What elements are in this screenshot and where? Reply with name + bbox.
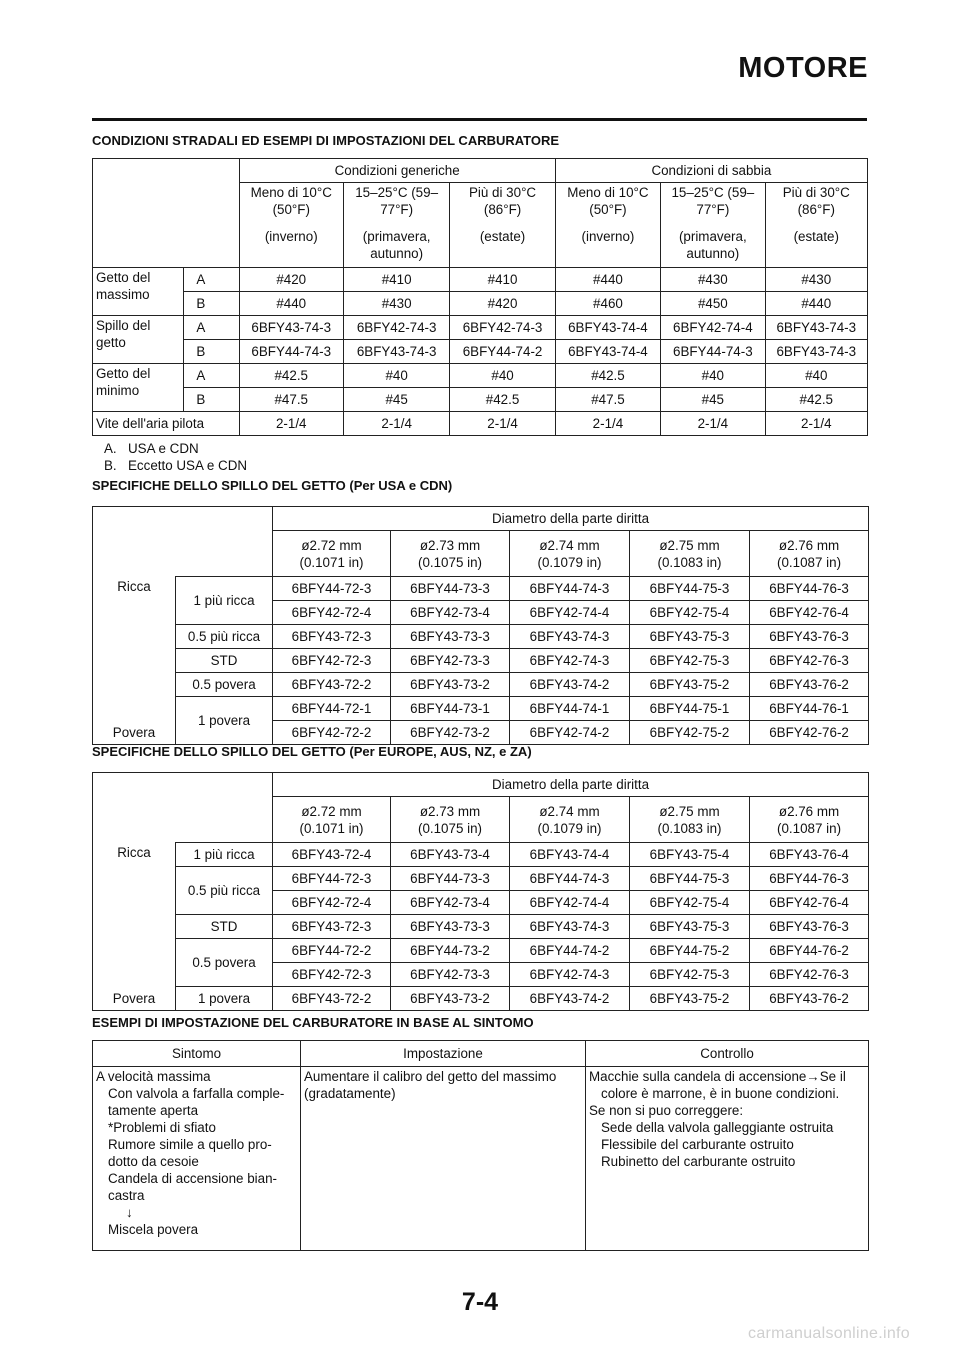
value-cell: 2-1/4 xyxy=(450,412,555,436)
needle-code: 6BFY42-72-3 xyxy=(273,649,391,673)
value-cell: 2-1/4 xyxy=(555,412,660,436)
needle-code: 6BFY43-72-3 xyxy=(273,625,391,649)
adjustment-label: 0.5 più ricca xyxy=(176,625,273,649)
needle-code: 6BFY44-74-2 xyxy=(510,939,630,963)
value-cell: 6BFY43-74-3 xyxy=(343,340,449,364)
condition-column-header xyxy=(661,183,765,268)
market-key: B xyxy=(184,388,239,412)
symptom-result: Miscela povera xyxy=(108,1222,199,1237)
condition-column-header xyxy=(343,183,449,268)
table-row xyxy=(93,340,868,364)
table-row xyxy=(93,697,869,721)
needle-code: 6BFY44-75-2 xyxy=(630,939,750,963)
condition-column-header xyxy=(450,183,555,268)
value-cell: #45 xyxy=(343,388,449,412)
row-label: Spillo del getto xyxy=(93,316,184,364)
symptom-line: Con valvola a farfalla comple- xyxy=(108,1086,285,1101)
needle-code: 6BFY43-74-4 xyxy=(510,843,630,867)
needle-code: 6BFY44-76-1 xyxy=(750,697,869,721)
season-label: (inverno) xyxy=(581,229,635,244)
needle-code: 6BFY42-74-4 xyxy=(510,891,630,915)
page-number: 7-4 xyxy=(461,1288,499,1316)
value-cell: 6BFY43-74-3 xyxy=(765,340,867,364)
condition-column-header xyxy=(765,183,867,268)
needle-code: 6BFY44-75-3 xyxy=(630,577,750,601)
value-cell: #40 xyxy=(661,364,765,388)
needle-code: 6BFY42-76-3 xyxy=(750,649,869,673)
value-cell: #440 xyxy=(239,292,343,316)
value-cell: 6BFY43-74-3 xyxy=(765,316,867,340)
needle-code: 6BFY42-76-4 xyxy=(750,891,869,915)
diameter-header: Diametro della parte diritta xyxy=(273,773,869,797)
diameter-column-header: ø2.74 mm (0.1079 in) xyxy=(510,531,630,577)
value-cell: 6BFY42-74-3 xyxy=(450,316,555,340)
table-row xyxy=(93,577,869,601)
check-line: Se non si puo correggere: xyxy=(589,1103,744,1118)
richness-scale xyxy=(93,843,176,1011)
diameter-column-header: ø2.72 mm (0.1071 in) xyxy=(273,531,391,577)
needle-code: 6BFY44-75-3 xyxy=(630,867,750,891)
diameter-header: Diametro della parte diritta xyxy=(273,507,869,531)
table-corner-cell xyxy=(93,159,240,268)
table-notes xyxy=(104,440,247,474)
value-cell: #410 xyxy=(450,268,555,292)
season-label: (primavera, autunno) xyxy=(678,229,747,261)
diameter-column-header: ø2.73 mm (0.1075 in) xyxy=(391,797,510,843)
needle-code: 6BFY42-76-4 xyxy=(750,601,869,625)
diameter-column-header: ø2.76 mm (0.1087 in) xyxy=(750,531,869,577)
value-cell: #47.5 xyxy=(239,388,343,412)
down-arrow-icon: ↓ xyxy=(126,1205,133,1220)
needle-code: 6BFY44-75-1 xyxy=(630,697,750,721)
symptom-table xyxy=(92,1040,869,1251)
table-row xyxy=(93,316,868,340)
needle-code: 6BFY43-76-2 xyxy=(750,987,869,1011)
value-cell: 6BFY43-74-4 xyxy=(555,316,660,340)
needle-code: 6BFY42-73-4 xyxy=(391,601,510,625)
setting-cell: Aumentare il calibro del getto del massimo (gradatamente) xyxy=(301,1067,586,1251)
needle-code: 6BFY42-72-4 xyxy=(273,891,391,915)
symptom-cell xyxy=(93,1067,301,1251)
value-cell: #440 xyxy=(765,292,867,316)
value-cell: 6BFY44-74-3 xyxy=(661,340,765,364)
adjustment-label: 0.5 più ricca xyxy=(176,867,273,915)
needle-code: 6BFY44-72-3 xyxy=(273,577,391,601)
diameter-column-header: ø2.75 mm (0.1083 in) xyxy=(630,531,750,577)
needle-code: 6BFY42-72-2 xyxy=(273,721,391,745)
check-item: Sede della valvola galleggiante ostruita xyxy=(601,1120,834,1135)
value-cell: #42.5 xyxy=(555,364,660,388)
table-corner-cell xyxy=(93,507,273,577)
needle-code: 6BFY43-74-2 xyxy=(510,987,630,1011)
value-cell: 6BFY43-74-3 xyxy=(239,316,343,340)
row-label: Getto del massimo xyxy=(93,268,184,316)
needle-code: 6BFY42-74-4 xyxy=(510,601,630,625)
check-line: colore è marrone, è in buone condizioni. xyxy=(601,1086,840,1101)
group-header-generic: Condizioni generiche xyxy=(239,159,555,183)
adjustment-label: STD xyxy=(176,649,273,673)
needle-code: 6BFY44-73-3 xyxy=(391,577,510,601)
needle-code: 6BFY42-75-2 xyxy=(630,721,750,745)
temperature-label: Più di 30°C (86°F) xyxy=(782,185,850,217)
table-row xyxy=(93,268,868,292)
page-title: MOTORE xyxy=(738,52,868,84)
row-label: Getto del minimo xyxy=(93,364,184,412)
value-cell: #420 xyxy=(239,268,343,292)
symptom-line: *Problemi di sfiato xyxy=(108,1120,216,1135)
needle-code: 6BFY43-72-2 xyxy=(273,673,391,697)
value-cell: #40 xyxy=(343,364,449,388)
value-cell: 2-1/4 xyxy=(765,412,867,436)
jet-needle-table-usa xyxy=(92,506,869,745)
title-rule xyxy=(92,118,867,121)
needle-code: 6BFY42-72-3 xyxy=(273,963,391,987)
adjustment-label: 1 più ricca xyxy=(176,843,273,867)
market-key: A xyxy=(184,316,239,340)
value-cell: #430 xyxy=(661,268,765,292)
needle-code: 6BFY44-73-3 xyxy=(391,867,510,891)
needle-code: 6BFY43-74-2 xyxy=(510,673,630,697)
temperature-label: 15–25°C (59–77°F) xyxy=(671,185,755,217)
value-cell: #430 xyxy=(343,292,449,316)
needle-code: 6BFY44-76-2 xyxy=(750,939,869,963)
needle-code: 6BFY43-73-2 xyxy=(391,987,510,1011)
needle-code: 6BFY43-76-3 xyxy=(750,625,869,649)
value-cell: 6BFY44-74-3 xyxy=(239,340,343,364)
table-row xyxy=(93,649,869,673)
diameter-column-header: ø2.75 mm (0.1083 in) xyxy=(630,797,750,843)
temperature-label: Meno di 10°C (50°F) xyxy=(567,185,649,217)
section-title-needle-europe: SPECIFICHE DELLO SPILLO DEL GETTO (Per EUROPE, AUS, NZ, e ZA) xyxy=(92,744,532,759)
symptom-main: A velocità massima xyxy=(96,1069,211,1084)
symptom-line: Rumore simile a quello pro- xyxy=(108,1137,272,1152)
rich-label: Ricca xyxy=(117,844,151,860)
needle-code: 6BFY43-75-2 xyxy=(630,987,750,1011)
adjustment-label: 1 più ricca xyxy=(176,577,273,625)
needle-code: 6BFY44-74-1 xyxy=(510,697,630,721)
needle-code: 6BFY43-73-2 xyxy=(391,673,510,697)
market-key: B xyxy=(184,292,239,316)
needle-code: 6BFY43-74-3 xyxy=(510,625,630,649)
header-symptom: Sintomo xyxy=(93,1041,301,1067)
header-check: Controllo xyxy=(586,1041,869,1067)
needle-code: 6BFY43-76-2 xyxy=(750,673,869,697)
table-row xyxy=(93,388,868,412)
value-cell: #47.5 xyxy=(555,388,660,412)
value-cell: #440 xyxy=(555,268,660,292)
needle-code: 6BFY42-76-3 xyxy=(750,963,869,987)
table-row xyxy=(93,867,869,891)
value-cell: #460 xyxy=(555,292,660,316)
temperature-label: Meno di 10°C (50°F) xyxy=(250,185,332,217)
needle-code: 6BFY44-74-3 xyxy=(510,577,630,601)
check-item: Flessibile del carburante ostruito xyxy=(601,1137,794,1152)
needle-code: 6BFY44-72-1 xyxy=(273,697,391,721)
value-cell: #410 xyxy=(343,268,449,292)
note-a: A. USA e CDN xyxy=(104,441,199,456)
value-cell: 6BFY42-74-4 xyxy=(661,316,765,340)
market-key: A xyxy=(184,364,239,388)
group-header-sand: Condizioni di sabbia xyxy=(555,159,867,183)
value-cell: #45 xyxy=(661,388,765,412)
needle-code: 6BFY44-74-3 xyxy=(510,867,630,891)
season-label: (inverno) xyxy=(264,229,318,244)
value-cell: #420 xyxy=(450,292,555,316)
value-cell: 6BFY42-74-3 xyxy=(343,316,449,340)
symptom-line: tamente aperta xyxy=(108,1103,199,1118)
value-cell: #430 xyxy=(765,268,867,292)
needle-code: 6BFY43-72-3 xyxy=(273,915,391,939)
table-row xyxy=(93,292,868,316)
value-cell: 2-1/4 xyxy=(343,412,449,436)
adjustment-label: 1 povera xyxy=(176,987,273,1011)
temperature-label: Più di 30°C (86°F) xyxy=(468,185,537,217)
needle-code: 6BFY42-73-3 xyxy=(391,963,510,987)
table-row xyxy=(93,412,868,436)
adjustment-label: 1 povera xyxy=(176,697,273,745)
section-title-symptom: ESEMPI DI IMPOSTAZIONE DEL CARBURATORE IN BASE AL SINTOMO xyxy=(92,1015,534,1030)
table-row xyxy=(93,939,869,963)
richness-scale xyxy=(93,577,176,745)
condition-column-header xyxy=(239,183,343,268)
value-cell: #40 xyxy=(765,364,867,388)
diameter-column-header: ø2.72 mm (0.1071 in) xyxy=(273,797,391,843)
check-cell xyxy=(586,1067,869,1251)
needle-code: 6BFY44-76-3 xyxy=(750,867,869,891)
symptom-line: Candela di accensione bian- xyxy=(108,1171,277,1186)
condition-column-header xyxy=(555,183,660,268)
needle-code: 6BFY43-73-3 xyxy=(391,625,510,649)
needle-code: 6BFY43-74-3 xyxy=(510,915,630,939)
symptom-line: castra xyxy=(108,1188,145,1203)
symptom-line: dotto da cesoie xyxy=(108,1154,199,1169)
season-label: (estate) xyxy=(479,229,526,244)
header-setting: Impostazione xyxy=(301,1041,586,1067)
adjustment-label: STD xyxy=(176,915,273,939)
watermark: carmanualsonline.info xyxy=(748,1325,910,1342)
needle-code: 6BFY42-76-2 xyxy=(750,721,869,745)
right-arrow-icon: → xyxy=(806,1069,820,1084)
needle-code: 6BFY42-73-4 xyxy=(391,891,510,915)
needle-code: 6BFY42-74-3 xyxy=(510,963,630,987)
value-cell: #42.5 xyxy=(450,388,555,412)
table-row xyxy=(93,987,869,1011)
needle-code: 6BFY42-75-4 xyxy=(630,891,750,915)
needle-code: 6BFY43-75-3 xyxy=(630,915,750,939)
needle-code: 6BFY43-75-2 xyxy=(630,673,750,697)
table-row xyxy=(93,364,868,388)
needle-code: 6BFY44-73-1 xyxy=(391,697,510,721)
needle-code: 6BFY43-76-3 xyxy=(750,915,869,939)
value-cell: 6BFY44-74-2 xyxy=(450,340,555,364)
season-label: (primavera, autunno) xyxy=(362,229,431,261)
needle-code: 6BFY42-75-3 xyxy=(630,963,750,987)
check-item: Rubinetto del carburante ostruito xyxy=(601,1154,796,1169)
adjustment-label: 0.5 povera xyxy=(176,673,273,697)
needle-code: 6BFY44-72-3 xyxy=(273,867,391,891)
needle-code: 6BFY42-75-4 xyxy=(630,601,750,625)
needle-code: 6BFY43-72-4 xyxy=(273,843,391,867)
check-line: Macchie sulla candela di accensione→Se il xyxy=(589,1069,846,1084)
diameter-column-header: ø2.73 mm (0.1075 in) xyxy=(391,531,510,577)
table-row xyxy=(93,843,869,867)
needle-code: 6BFY43-72-2 xyxy=(273,987,391,1011)
needle-code: 6BFY42-72-4 xyxy=(273,601,391,625)
lean-label: Povera xyxy=(112,725,156,740)
row-label: Vite dell'aria pilota xyxy=(93,412,240,436)
table-corner-cell xyxy=(93,773,273,843)
needle-code: 6BFY43-76-4 xyxy=(750,843,869,867)
needle-code: 6BFY42-74-2 xyxy=(510,721,630,745)
table-row xyxy=(93,625,869,649)
market-key: B xyxy=(184,340,239,364)
needle-code: 6BFY43-75-4 xyxy=(630,843,750,867)
section-title-needle-usa: SPECIFICHE DELLO SPILLO DEL GETTO (Per USA e CDN) xyxy=(92,478,453,493)
value-cell: 6BFY43-74-4 xyxy=(555,340,660,364)
value-cell: #42.5 xyxy=(239,364,343,388)
value-cell: #450 xyxy=(661,292,765,316)
rich-label: Ricca xyxy=(117,578,151,594)
jet-needle-table-europe xyxy=(92,772,869,1011)
diameter-column-header: ø2.74 mm (0.1079 in) xyxy=(510,797,630,843)
value-cell: #40 xyxy=(450,364,555,388)
value-cell: 2-1/4 xyxy=(661,412,765,436)
table-row xyxy=(93,673,869,697)
needle-code: 6BFY43-73-3 xyxy=(391,915,510,939)
market-key: A xyxy=(184,268,239,292)
temperature-label: 15–25°C (59–77°F) xyxy=(355,185,439,217)
diameter-column-header: ø2.76 mm (0.1087 in) xyxy=(750,797,869,843)
adjustment-label: 0.5 povera xyxy=(176,939,273,987)
carburetor-settings-table xyxy=(92,158,868,436)
table-row xyxy=(93,915,869,939)
season-label: (estate) xyxy=(793,229,839,244)
needle-code: 6BFY44-73-2 xyxy=(391,939,510,963)
value-cell: 2-1/4 xyxy=(239,412,343,436)
needle-code: 6BFY42-75-3 xyxy=(630,649,750,673)
needle-code: 6BFY43-75-3 xyxy=(630,625,750,649)
lean-label: Povera xyxy=(112,991,156,1006)
needle-code: 6BFY43-73-4 xyxy=(391,843,510,867)
section-title-road-conditions: CONDIZIONI STRADALI ED ESEMPI DI IMPOSTAZIONI DEL CARBURATORE xyxy=(92,133,560,148)
note-b: B. Eccetto USA e CDN xyxy=(104,458,248,473)
needle-code: 6BFY42-73-3 xyxy=(391,649,510,673)
needle-code: 6BFY44-72-2 xyxy=(273,939,391,963)
value-cell: #42.5 xyxy=(765,388,867,412)
needle-code: 6BFY44-76-3 xyxy=(750,577,869,601)
needle-code: 6BFY42-74-3 xyxy=(510,649,630,673)
needle-code: 6BFY42-73-2 xyxy=(391,721,510,745)
